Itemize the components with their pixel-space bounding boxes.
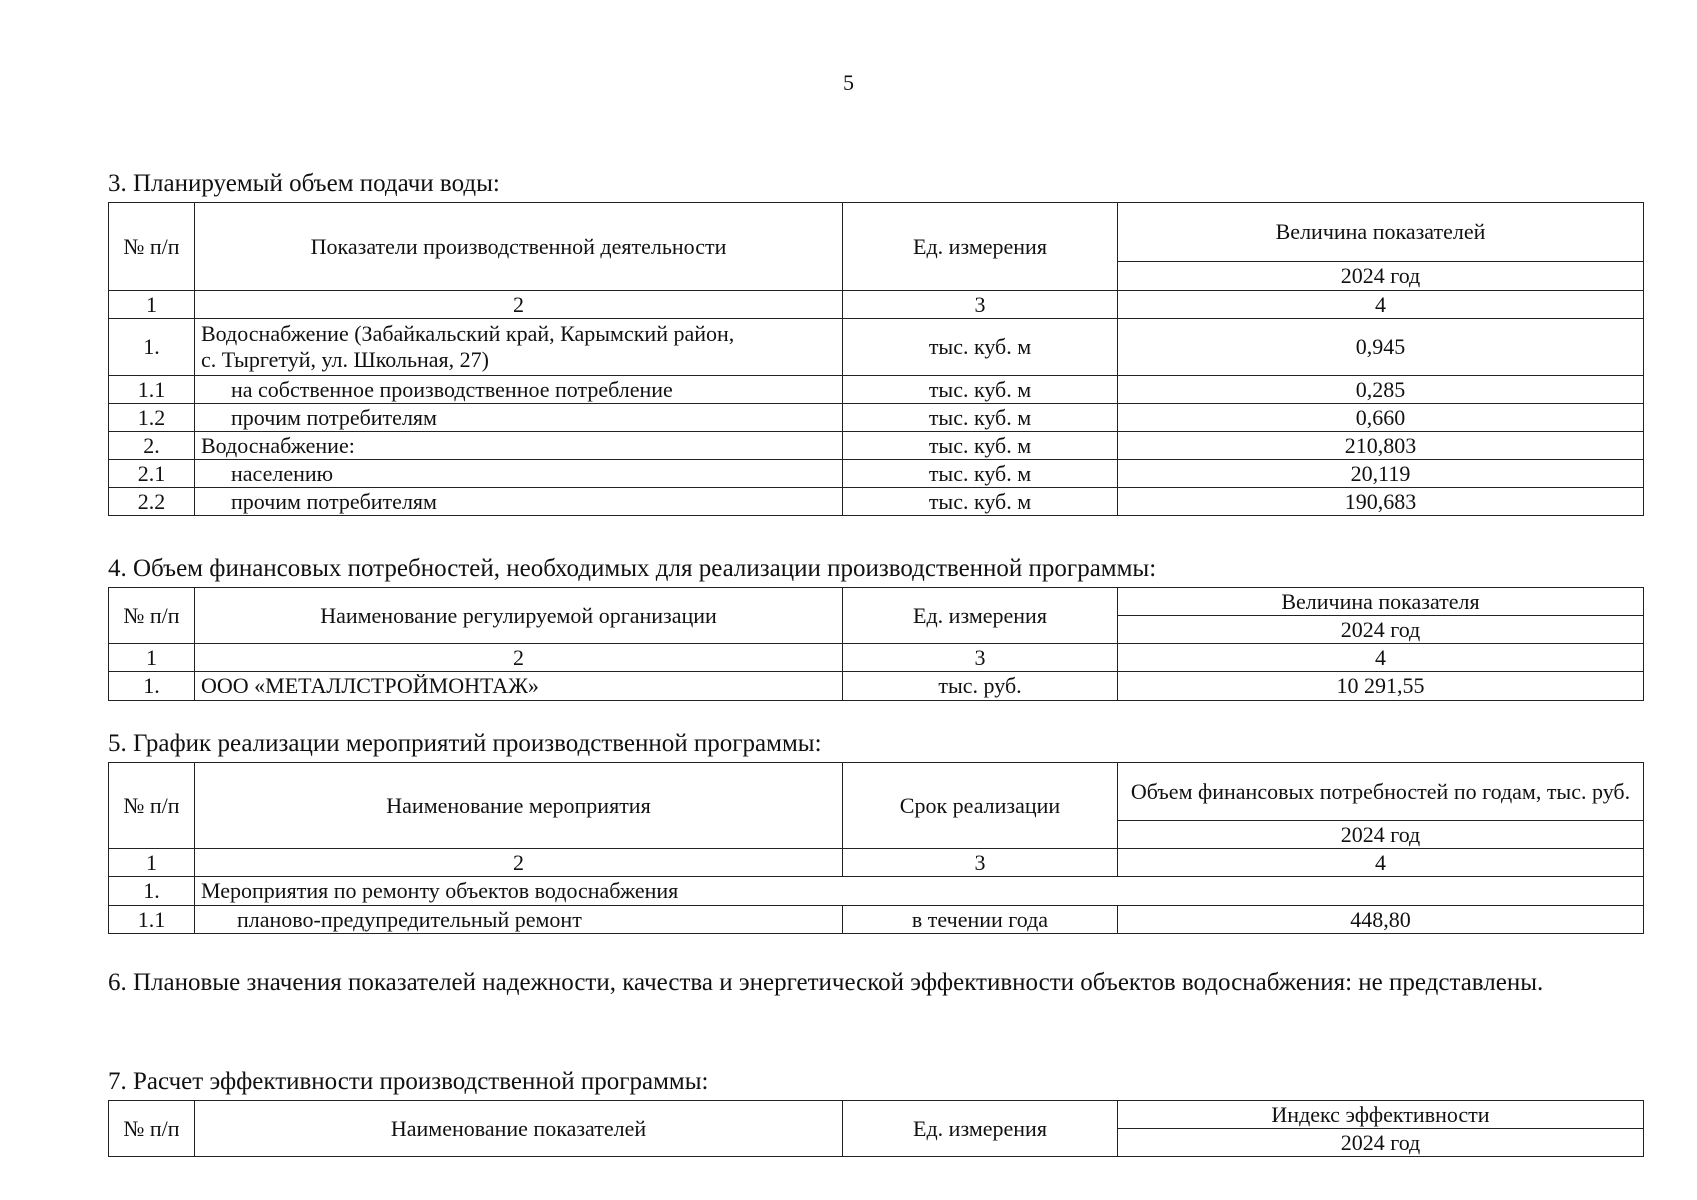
row-name-line: с. Тыргетуй, ул. Школьная, 27)	[201, 347, 489, 372]
row-name: прочим потребителям	[195, 404, 843, 432]
header-indicator: Показатели производственной деятельности	[195, 203, 843, 291]
row-num: 1.	[109, 319, 195, 376]
col-number: 2	[195, 849, 843, 877]
row-name: Водоснабжение:	[195, 432, 843, 460]
table-row	[109, 376, 1644, 404]
col-number: 1	[109, 291, 195, 319]
col-number: 2	[195, 291, 843, 319]
row-name: на собственное производственное потребление	[195, 376, 843, 404]
col-number: 4	[1118, 849, 1644, 877]
efficiency-table	[108, 1100, 1644, 1157]
header-year: 2024 год	[1118, 616, 1644, 644]
col-number: 2	[195, 644, 843, 672]
section-7-title: 7. Расчет эффективности производственной программы:	[108, 1068, 709, 1095]
header-year: 2024 год	[1118, 821, 1644, 849]
header-indicator: Наименование показателей	[195, 1101, 843, 1157]
row-num: 1.1	[109, 906, 195, 934]
row-num: 1.	[109, 672, 195, 701]
table-row	[109, 906, 1644, 934]
table-row	[109, 432, 1644, 460]
row-value: 190,683	[1118, 488, 1644, 516]
row-unit: тыс. куб. м	[843, 488, 1118, 516]
header-num: № п/п	[109, 203, 195, 291]
row-name: ООО «МЕТАЛЛСТРОЙМОНТАЖ»	[195, 672, 843, 701]
table-row	[109, 404, 1644, 432]
header-year: 2024 год	[1118, 1129, 1644, 1157]
col-number: 1	[109, 849, 195, 877]
table-row	[109, 488, 1644, 516]
header-value: Величина показателя	[1118, 588, 1644, 616]
row-num: 1.2	[109, 404, 195, 432]
water-supply-table	[108, 202, 1644, 516]
row-num: 1.1	[109, 376, 195, 404]
row-num: 2.2	[109, 488, 195, 516]
header-unit: Ед. измерения	[843, 1101, 1118, 1157]
col-number: 3	[843, 291, 1118, 319]
finance-table	[108, 587, 1644, 701]
row-name: прочим потребителям	[195, 488, 843, 516]
col-number: 4	[1118, 644, 1644, 672]
section-3-title: 3. Планируемый объем подачи воды:	[108, 170, 500, 197]
row-value: 210,803	[1118, 432, 1644, 460]
row-num: 1.	[109, 877, 195, 906]
header-unit: Ед. измерения	[843, 588, 1118, 644]
table-row	[109, 319, 1644, 376]
row-name: населению	[195, 460, 843, 488]
schedule-table	[108, 762, 1644, 934]
row-unit: тыс. куб. м	[843, 319, 1118, 376]
row-value: 448,80	[1118, 906, 1644, 934]
header-num: № п/п	[109, 1101, 195, 1157]
row-value: 0,945	[1118, 319, 1644, 376]
header-num: № п/п	[109, 588, 195, 644]
page-number: 5	[843, 70, 854, 95]
row-name	[195, 319, 843, 376]
header-index: Индекс эффективности	[1118, 1101, 1644, 1129]
row-unit: тыс. куб. м	[843, 432, 1118, 460]
row-term: в течении года	[843, 906, 1118, 934]
row-value: 0,660	[1118, 404, 1644, 432]
table-group-row	[109, 877, 1644, 906]
row-unit: тыс. куб. м	[843, 404, 1118, 432]
section-4-title: 4. Объем финансовых потребностей, необходимых для реализации производственной программы:	[108, 555, 1157, 582]
row-name: Мероприятия по ремонту объектов водоснабжения	[195, 877, 1644, 906]
row-value: 10 291,55	[1118, 672, 1644, 701]
header-num: № п/п	[109, 763, 195, 849]
col-number: 1	[109, 644, 195, 672]
row-value: 0,285	[1118, 376, 1644, 404]
header-finance: Объем финансовых потребностей по годам, тыс. руб.	[1118, 763, 1644, 821]
header-year: 2024 год	[1118, 262, 1644, 291]
header-value: Величина показателей	[1118, 203, 1644, 262]
row-value: 20,119	[1118, 460, 1644, 488]
section-5-title: 5. График реализации мероприятий производственной программы:	[108, 730, 822, 757]
col-number: 4	[1118, 291, 1644, 319]
header-term: Срок реализации	[843, 763, 1118, 849]
header-unit: Ед. измерения	[843, 203, 1118, 291]
row-unit: тыс. куб. м	[843, 460, 1118, 488]
row-name: планово-предупредительный ремонт	[195, 906, 843, 934]
col-number: 3	[843, 644, 1118, 672]
table-row	[109, 460, 1644, 488]
table-row	[109, 672, 1644, 701]
row-num: 2.1	[109, 460, 195, 488]
header-org: Наименование регулируемой организации	[195, 588, 843, 644]
row-unit: тыс. руб.	[843, 672, 1118, 701]
header-event: Наименование мероприятия	[195, 763, 843, 849]
section-6-text: 6. Плановые значения показателей надежности, качества и энергетической эффективности объектов водоснабжения: не представлены.	[108, 969, 1544, 996]
row-name-line: Водоснабжение (Забайкальский край, Карымский район,	[201, 321, 735, 346]
row-num: 2.	[109, 432, 195, 460]
row-unit: тыс. куб. м	[843, 376, 1118, 404]
col-number: 3	[843, 849, 1118, 877]
